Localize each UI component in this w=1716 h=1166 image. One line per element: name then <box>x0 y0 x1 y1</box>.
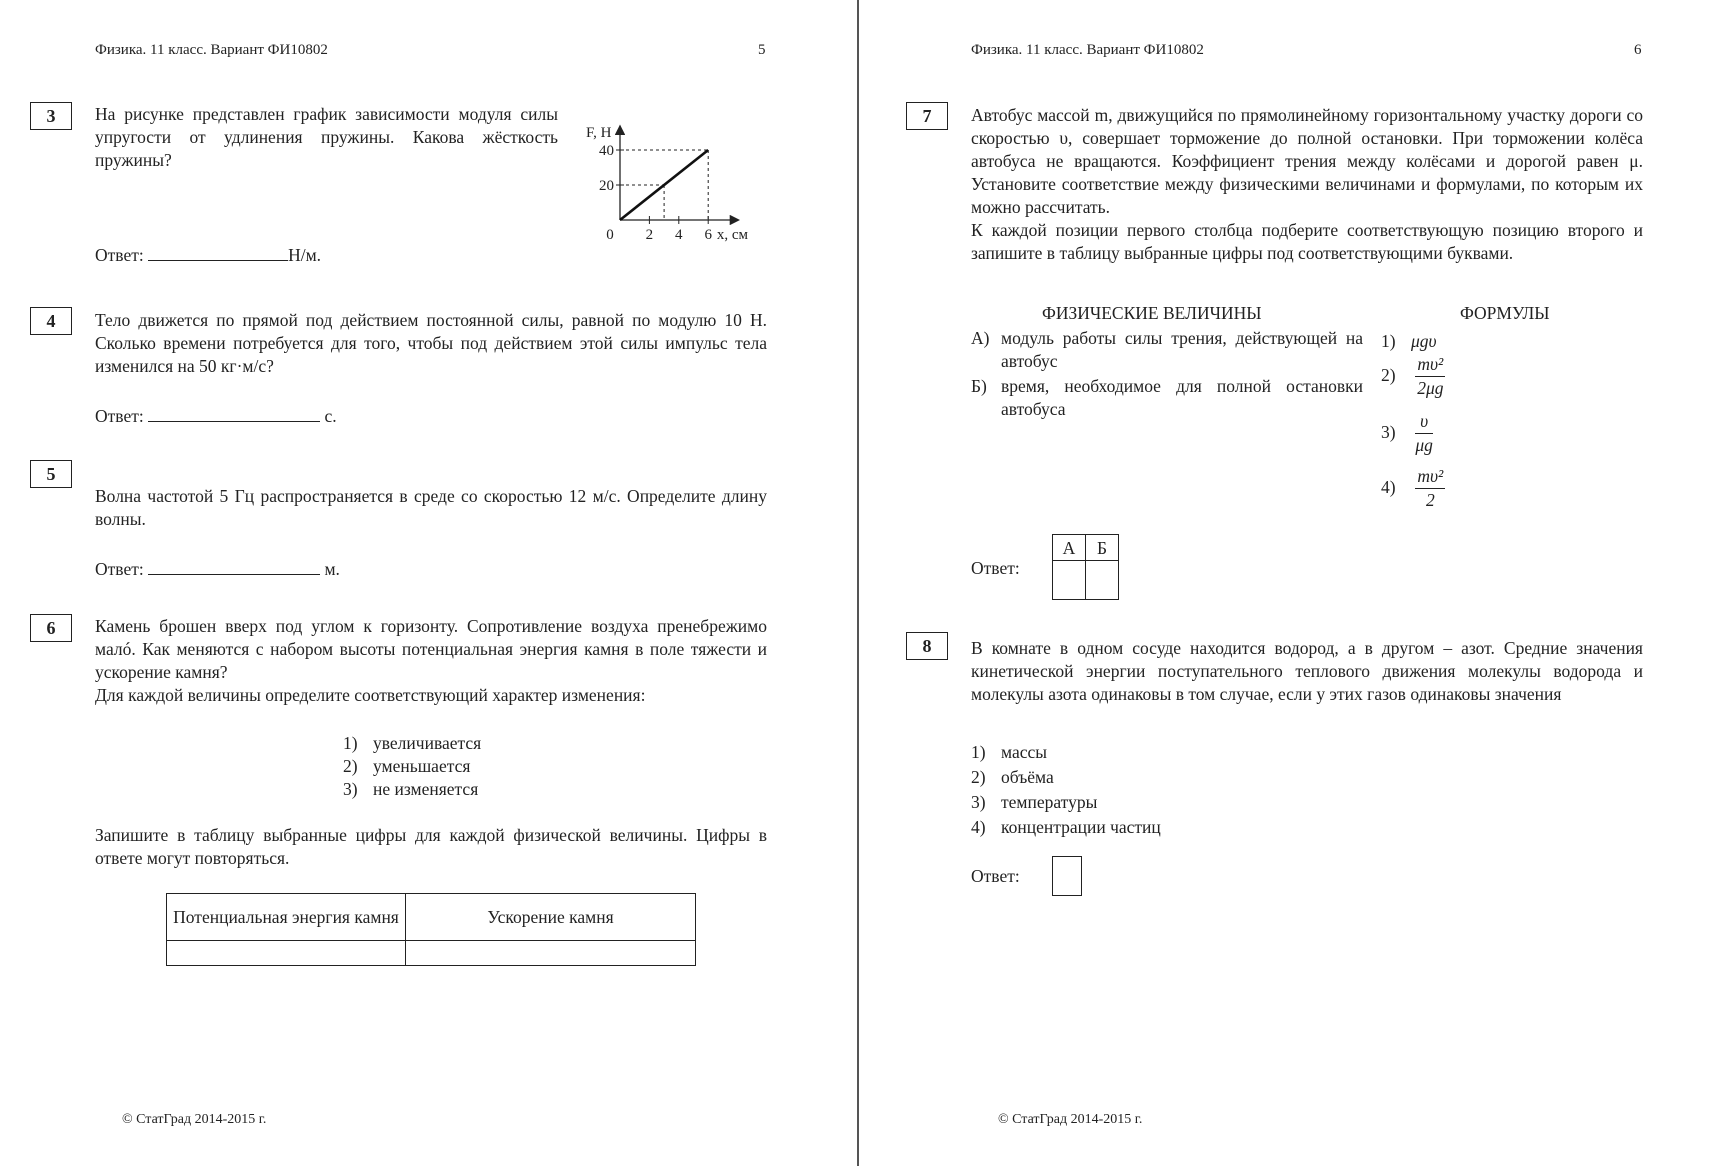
question-number-box: 8 <box>906 632 948 660</box>
page-number: 5 <box>758 42 766 58</box>
x-axis-label: x, см <box>716 227 749 243</box>
question-number-box: 6 <box>30 614 72 642</box>
y-tick-label: 20 <box>599 178 614 194</box>
question-number-box: 5 <box>30 460 72 488</box>
answer-label: Ответ: <box>95 245 144 265</box>
y-tick-label: 40 <box>599 143 614 159</box>
chart-plot-area <box>586 125 749 243</box>
answer-unit: м. <box>324 559 340 579</box>
question-number-box: 7 <box>906 102 948 130</box>
formula-option: 1) μgυ <box>1381 331 1437 351</box>
question-6-paragraph-2: Для каждой величины определите соответствующий характер изменения: <box>95 685 646 705</box>
table-header-cell: Б <box>1086 535 1119 561</box>
question-7-paragraph-2: К каждой позиции первого столбца подберите соответствующую позицию второго и запишите в таблицу выбранные цифры под соответствующими буквами. <box>971 220 1643 263</box>
quantity-item-b <box>971 375 1363 421</box>
question-5-text: Волна частотой 5 Гц распространяется в среде со скоростью 12 м/с. Определите длину волны. <box>95 486 767 529</box>
question-6-paragraph-1: Камень брошен вверх под углом к горизонту. Сопротивление воздуха пренебрежимо малó. Как меняются с набором высоты потенциальная энергия камня в поле тяжести и ускорение камня? <box>95 616 767 682</box>
list-item: 2) уменьшается <box>343 756 471 776</box>
column-heading-quantities: ФИЗИЧЕСКИЕ ВЕЛИЧИНЫ <box>1042 303 1262 323</box>
answer-blank[interactable] <box>148 558 320 575</box>
right-page <box>860 0 1716 1166</box>
force-extension-graph <box>570 98 770 248</box>
formula-option: 2) $\frac{\text{mυ²}}{2\mu g}$ <box>1381 354 1444 398</box>
item-letter: Б) <box>971 376 987 396</box>
table-header-cell: А <box>1053 535 1086 561</box>
answer-row <box>95 558 340 580</box>
column-heading-formulas: ФОРМУЛЫ <box>1460 303 1550 323</box>
x-tick-label: 4 <box>675 227 683 243</box>
list-item: 3) температуры <box>971 792 1098 812</box>
item-text: модуль работы силы трения, действующей на автобус <box>1001 328 1363 371</box>
copyright-footer: © СтатГрад 2014-2015 г. <box>998 1112 1143 1127</box>
question-6-text <box>95 615 767 707</box>
answer-options-list <box>971 741 1161 839</box>
question-7-text <box>971 104 1643 265</box>
question-8-text: В комнате в одном сосуде находится водород, а в другом – азот. Средние значения кинетической энергии поступательного теплового движения молекулы водорода и молекулы азота одинаковы в том случае, если у этих газов одинаковы значения <box>971 638 1643 704</box>
answer-label: Ответ: <box>95 406 144 426</box>
x-tick-label: 0 <box>606 227 614 243</box>
list-item: 3) не изменяется <box>343 779 479 799</box>
item-letter: А) <box>971 328 990 348</box>
page-divider <box>857 0 859 1166</box>
item-text: время, необходимое для полной остановки автобуса <box>1001 376 1363 419</box>
answer-cell[interactable] <box>406 941 696 966</box>
answer-blank[interactable] <box>148 244 288 261</box>
formula-option: 3) $\frac{\upsilon}{\mu g}$ <box>1381 411 1433 455</box>
answer-table <box>1052 534 1119 600</box>
answer-unit: с. <box>324 406 337 426</box>
y-axis-label: F, Н <box>586 124 612 141</box>
answer-unit: Н/м. <box>288 245 322 265</box>
answer-row <box>95 244 321 266</box>
answer-blank[interactable] <box>148 405 320 422</box>
table-header-cell: Ускорение камня <box>406 894 696 941</box>
answer-table <box>166 893 696 966</box>
list-item: 2) объёма <box>971 767 1054 787</box>
page-number: 6 <box>1634 42 1642 58</box>
table-header-cell: Потенциальная энергия камня <box>167 894 406 941</box>
answer-label: Ответ: <box>95 559 144 579</box>
question-number-box: 4 <box>30 307 72 335</box>
fraction: $\frac{\text{mυ²}}{2}$ <box>1417 466 1444 510</box>
answer-cell[interactable] <box>1053 561 1086 600</box>
formula-option: 4) $\frac{\text{mυ²}}{2}$ <box>1381 466 1444 510</box>
list-item: 4) концентрации частиц <box>971 817 1161 837</box>
question-number-box: 3 <box>30 102 72 130</box>
list-item: 1) увеличивается <box>343 733 482 753</box>
fraction: $\frac{\text{mυ²}}{2\mu g}$ <box>1417 354 1444 398</box>
x-tick-label: 6 <box>704 227 712 243</box>
change-options-list <box>343 732 481 801</box>
answer-label: Ответ: <box>971 558 1020 578</box>
answer-cell[interactable] <box>1086 561 1119 600</box>
copyright-footer: © СтатГрад 2014-2015 г. <box>122 1112 267 1127</box>
question-3-text: На рисунке представлен график зависимости модуля силы упругости от удлинения пружины. Какова жёсткость пружины? <box>95 104 558 170</box>
answer-row <box>95 405 337 427</box>
answer-cell[interactable] <box>167 941 406 966</box>
quantity-item-a <box>971 327 1363 373</box>
answer-label: Ответ: <box>971 866 1020 886</box>
question-4-text: Тело движется по прямой под действием постоянной силы, равной по модулю 10 Н. Сколько времени потребуется для того, чтобы под действием этой силы импульс тела изменился на 50 кг·м/с? <box>95 310 767 376</box>
page-header-title: Физика. 11 класс. Вариант ФИ10802 <box>971 42 1204 58</box>
question-7-paragraph-1: Автобус массой m, движущийся по прямолинейному горизонтальному участку дороги со скоростью υ, совершает торможение до полной остановки. При торможении колёса автобуса не вращаются. Коэффициент трения между колёсами и дорогой равен μ. Установите соответствие между физическими величинами и формулами, по которым их можно рассчитать. <box>971 105 1643 217</box>
answer-box[interactable] <box>1052 856 1082 896</box>
x-tick-label: 2 <box>645 227 654 243</box>
list-item: 1) массы <box>971 742 1048 762</box>
fraction: $\frac{\upsilon}{\mu g}$ <box>1415 411 1433 455</box>
page-header-title: Физика. 11 класс. Вариант ФИ10802 <box>95 42 328 58</box>
question-6-instruction: Запишите в таблицу выбранные цифры для каждой физической величины. Цифры в ответе могут повторяться. <box>95 825 767 868</box>
